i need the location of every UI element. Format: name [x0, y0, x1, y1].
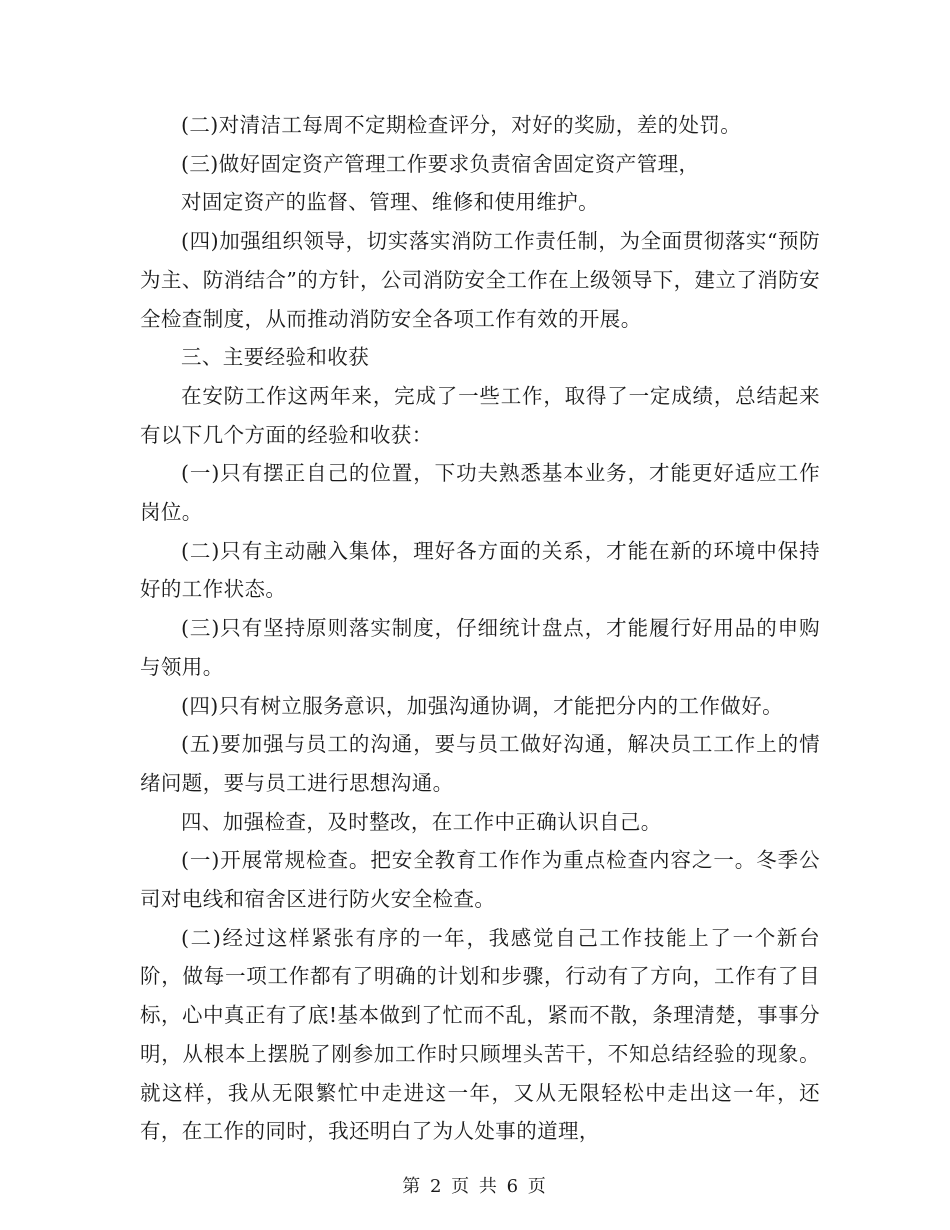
- paragraph-6: 在安防工作这两年来，完成了一些工作，取得了一定成绩，总结起来有以下几个方面的经验和收获：: [140, 383, 820, 447]
- paragraph-14: (二)经过这样紧张有序的一年，我感觉自己工作技能上了一个新台阶，做每一项工作都有了明确的计划和步骤，行动有了方向，工作有了目标，心中真正有了底!基本做到了忙而不乱，紧而不散，条理清楚，事事分明，从根本上摆脱了刚参加工作时只顾埋头苦干，不知总结经验的现象。就这样，我从无限繁忙中走进这一年，又从无限轻松中走出这一年，还有，在工作的同时，我还明白了为人处事的道理，: [140, 925, 820, 1144]
- paragraph-4: (四)加强组织领导，切实落实消防工作责任制，为全面贯彻落实“预防为主、防消结合”的方针，公司消防安全工作在上级领导下，建立了消防安全检查制度，从而推动消防安全各项工作有效的开展。: [140, 229, 820, 331]
- paragraph-3: 对固定资产的监督、管理、维修和使用维护。: [181, 190, 599, 215]
- paragraph-8: (二)只有主动融入集体，理好各方面的关系，才能在新的环境中保持好的工作状态。: [140, 538, 820, 602]
- paragraph-13: (一)开展常规检查。把安全教育工作作为重点检查内容之一。冬季公司对电线和宿舍区进行防火安全检查。: [140, 848, 820, 912]
- paragraph-10: (四)只有树立服务意识，加强沟通协调，才能把分内的工作做好。: [181, 693, 783, 718]
- paragraph-2: (三)做好固定资产管理工作要求负责宿舍固定资产管理，: [181, 151, 700, 176]
- paragraph-7: (一)只有摆正自己的位置，下功夫熟悉基本业务，才能更好适应工作岗位。: [140, 461, 820, 525]
- paragraph-1: (二)对清洁工每周不定期检查评分，对好的奖励，差的处罚。: [181, 113, 742, 137]
- page-number-footer: 第 2 页 共 6 页: [402, 1176, 548, 1197]
- section-heading-4: 四、加强检查，及时整改，在工作中正确认识自己。: [181, 809, 662, 834]
- document-body: [140, 106, 820, 1151]
- paragraph-9: (三)只有坚持原则落实制度，仔细统计盘点，才能履行好用品的申购与领用。: [140, 616, 820, 679]
- paragraph-11: (五)要加强与员工的沟通，要与员工做好沟通，解决员工工作上的情绪问题，要与员工进行思想沟通。: [140, 732, 820, 795]
- section-heading-3: 三、主要经验和收获: [181, 345, 370, 370]
